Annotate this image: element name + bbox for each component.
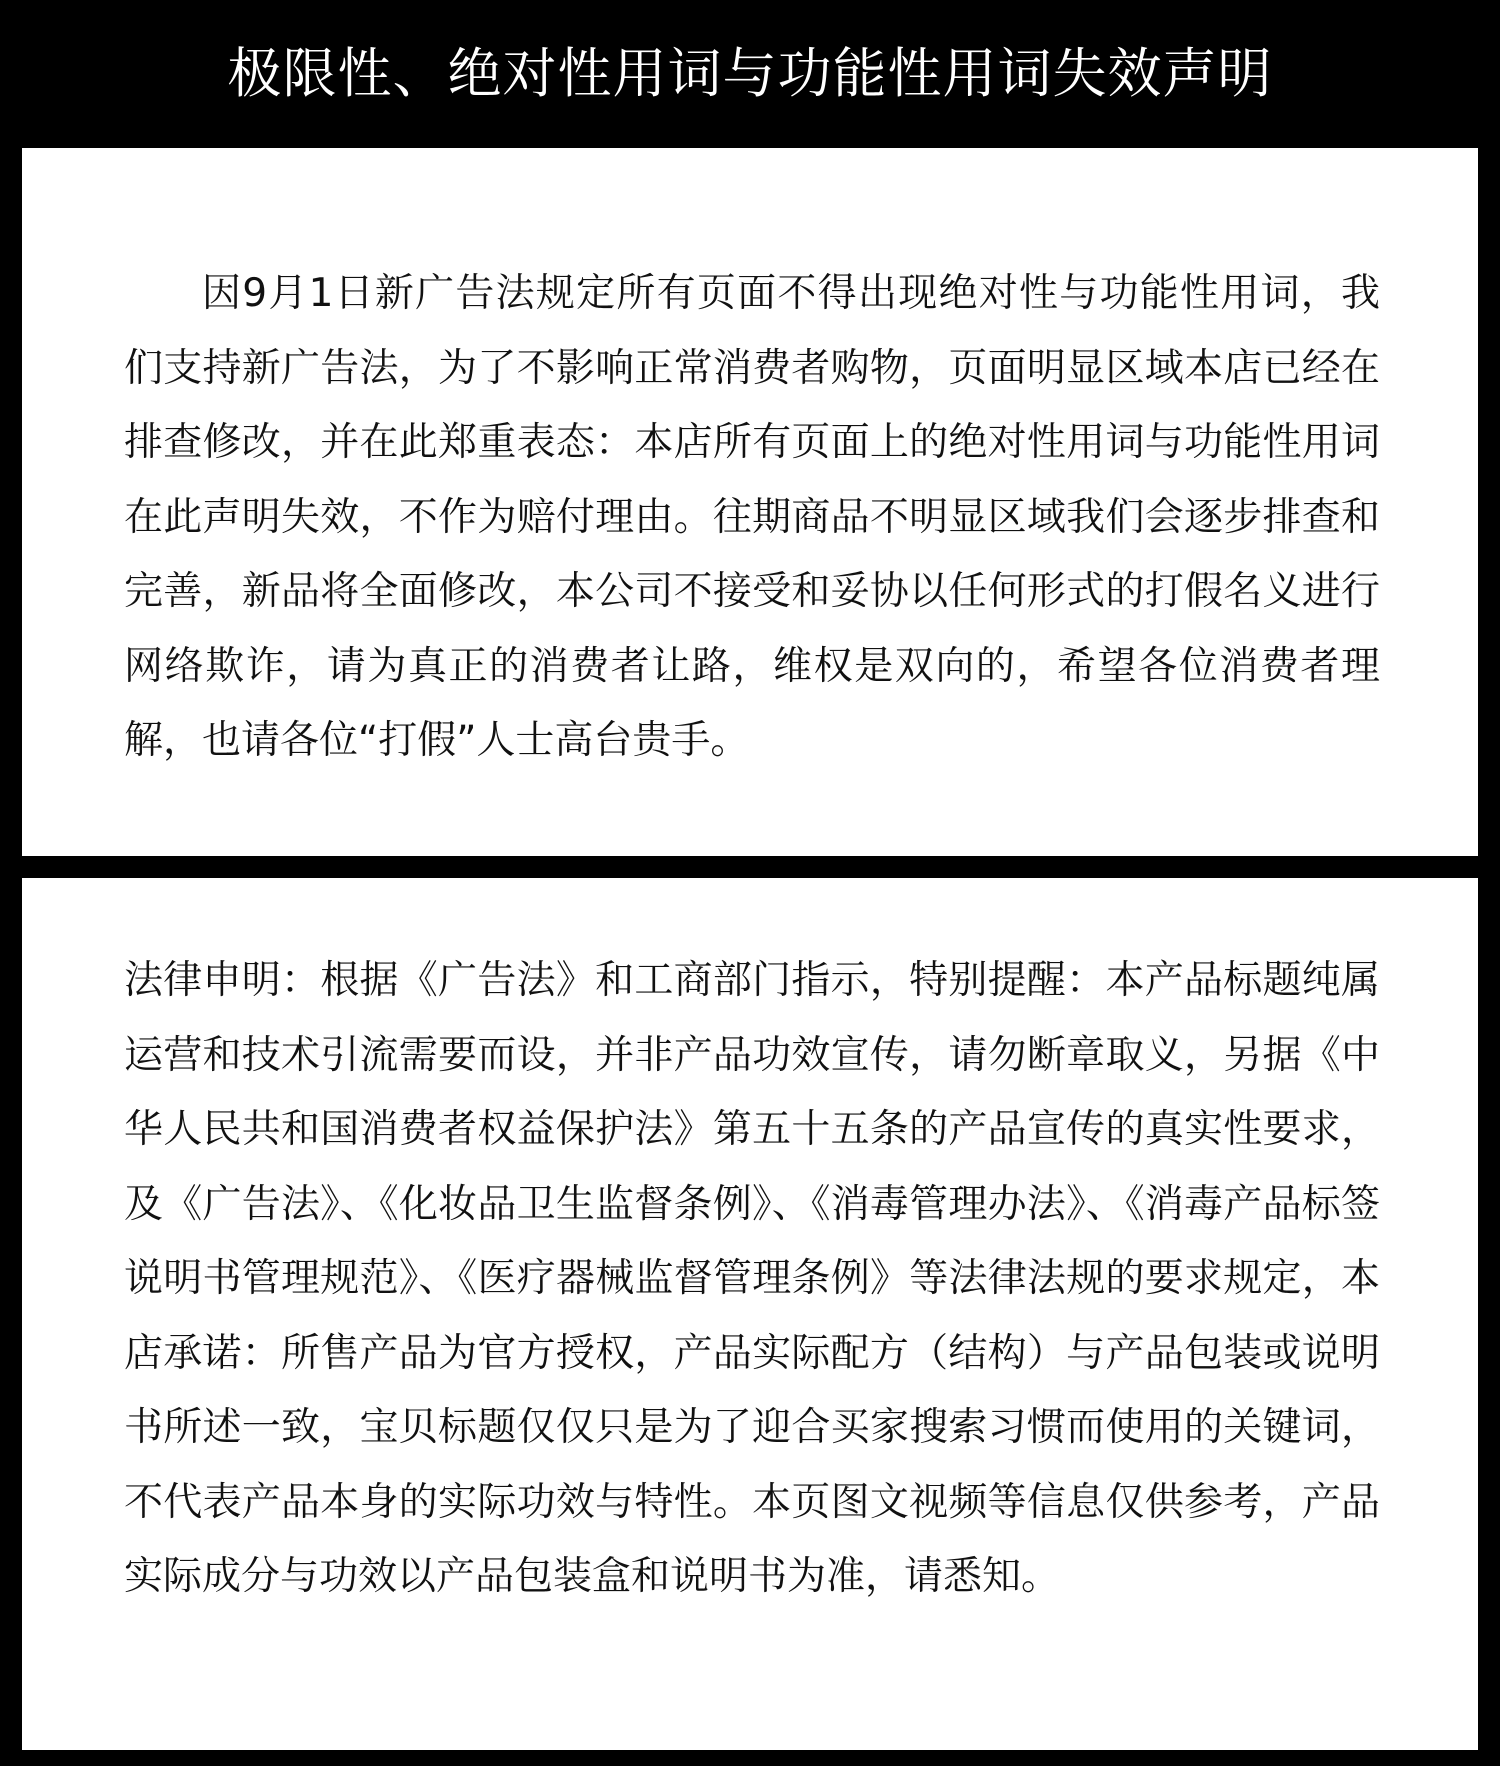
legal-notice-text: 法律申明：根据《广告法》和工商部门指示，特别提醒：本产品标题纯属运营和技术引流需要而设，并非产品功效宣传，请勿断章取义，另据《中华人民共和国消费者权益保护法》第五十五条的产品宣传的真实性要求，及《广告法》、《化妆品卫生监督条例》、《消毒管理办法》、《消毒产品标签说明书管理规范》、《医疗器械监督管理条例》等法律法规的要求规定，本店承诺：所售产品为官方授权，产品实际配方（结构）与产品包装或说明书所述一致，宝贝标题仅仅只是为了迎合买家搜索习惯而使用的关键词，不代表产品本身的实际功效与特性。本页图文视频等信息仅供参考，产品实际成分与功效以产品包装盒和说明书为准，请悉知。 [124,958,1380,1599]
page-title: 极限性、绝对性用词与功能性用词失效声明 [227,41,1273,105]
header-bar [0,0,1500,148]
legal-notice-panel [22,878,1478,1750]
statement-text: 因9月1日新广告法规定所有页面不得出现绝对性与功能性用词，我们支持新广告法，为了不影响正常消费者购物，页面明显区域本店已经在排查修改，并在此郑重表态：本店所有页面上的绝对性用词与功能性用词在此声明失效，不作为赔付理由。往期商品不明显区域我们会逐步排查和完善，新品将全面修改，本公司不接受和妥协以任何形式的打假名义进行网络欺诈，请为真正的消费者让路，维权是双向的，希望各位消费者理解，也请各位“打假”人士高台贵手。 [124,271,1380,763]
statement-panel [22,148,1478,856]
